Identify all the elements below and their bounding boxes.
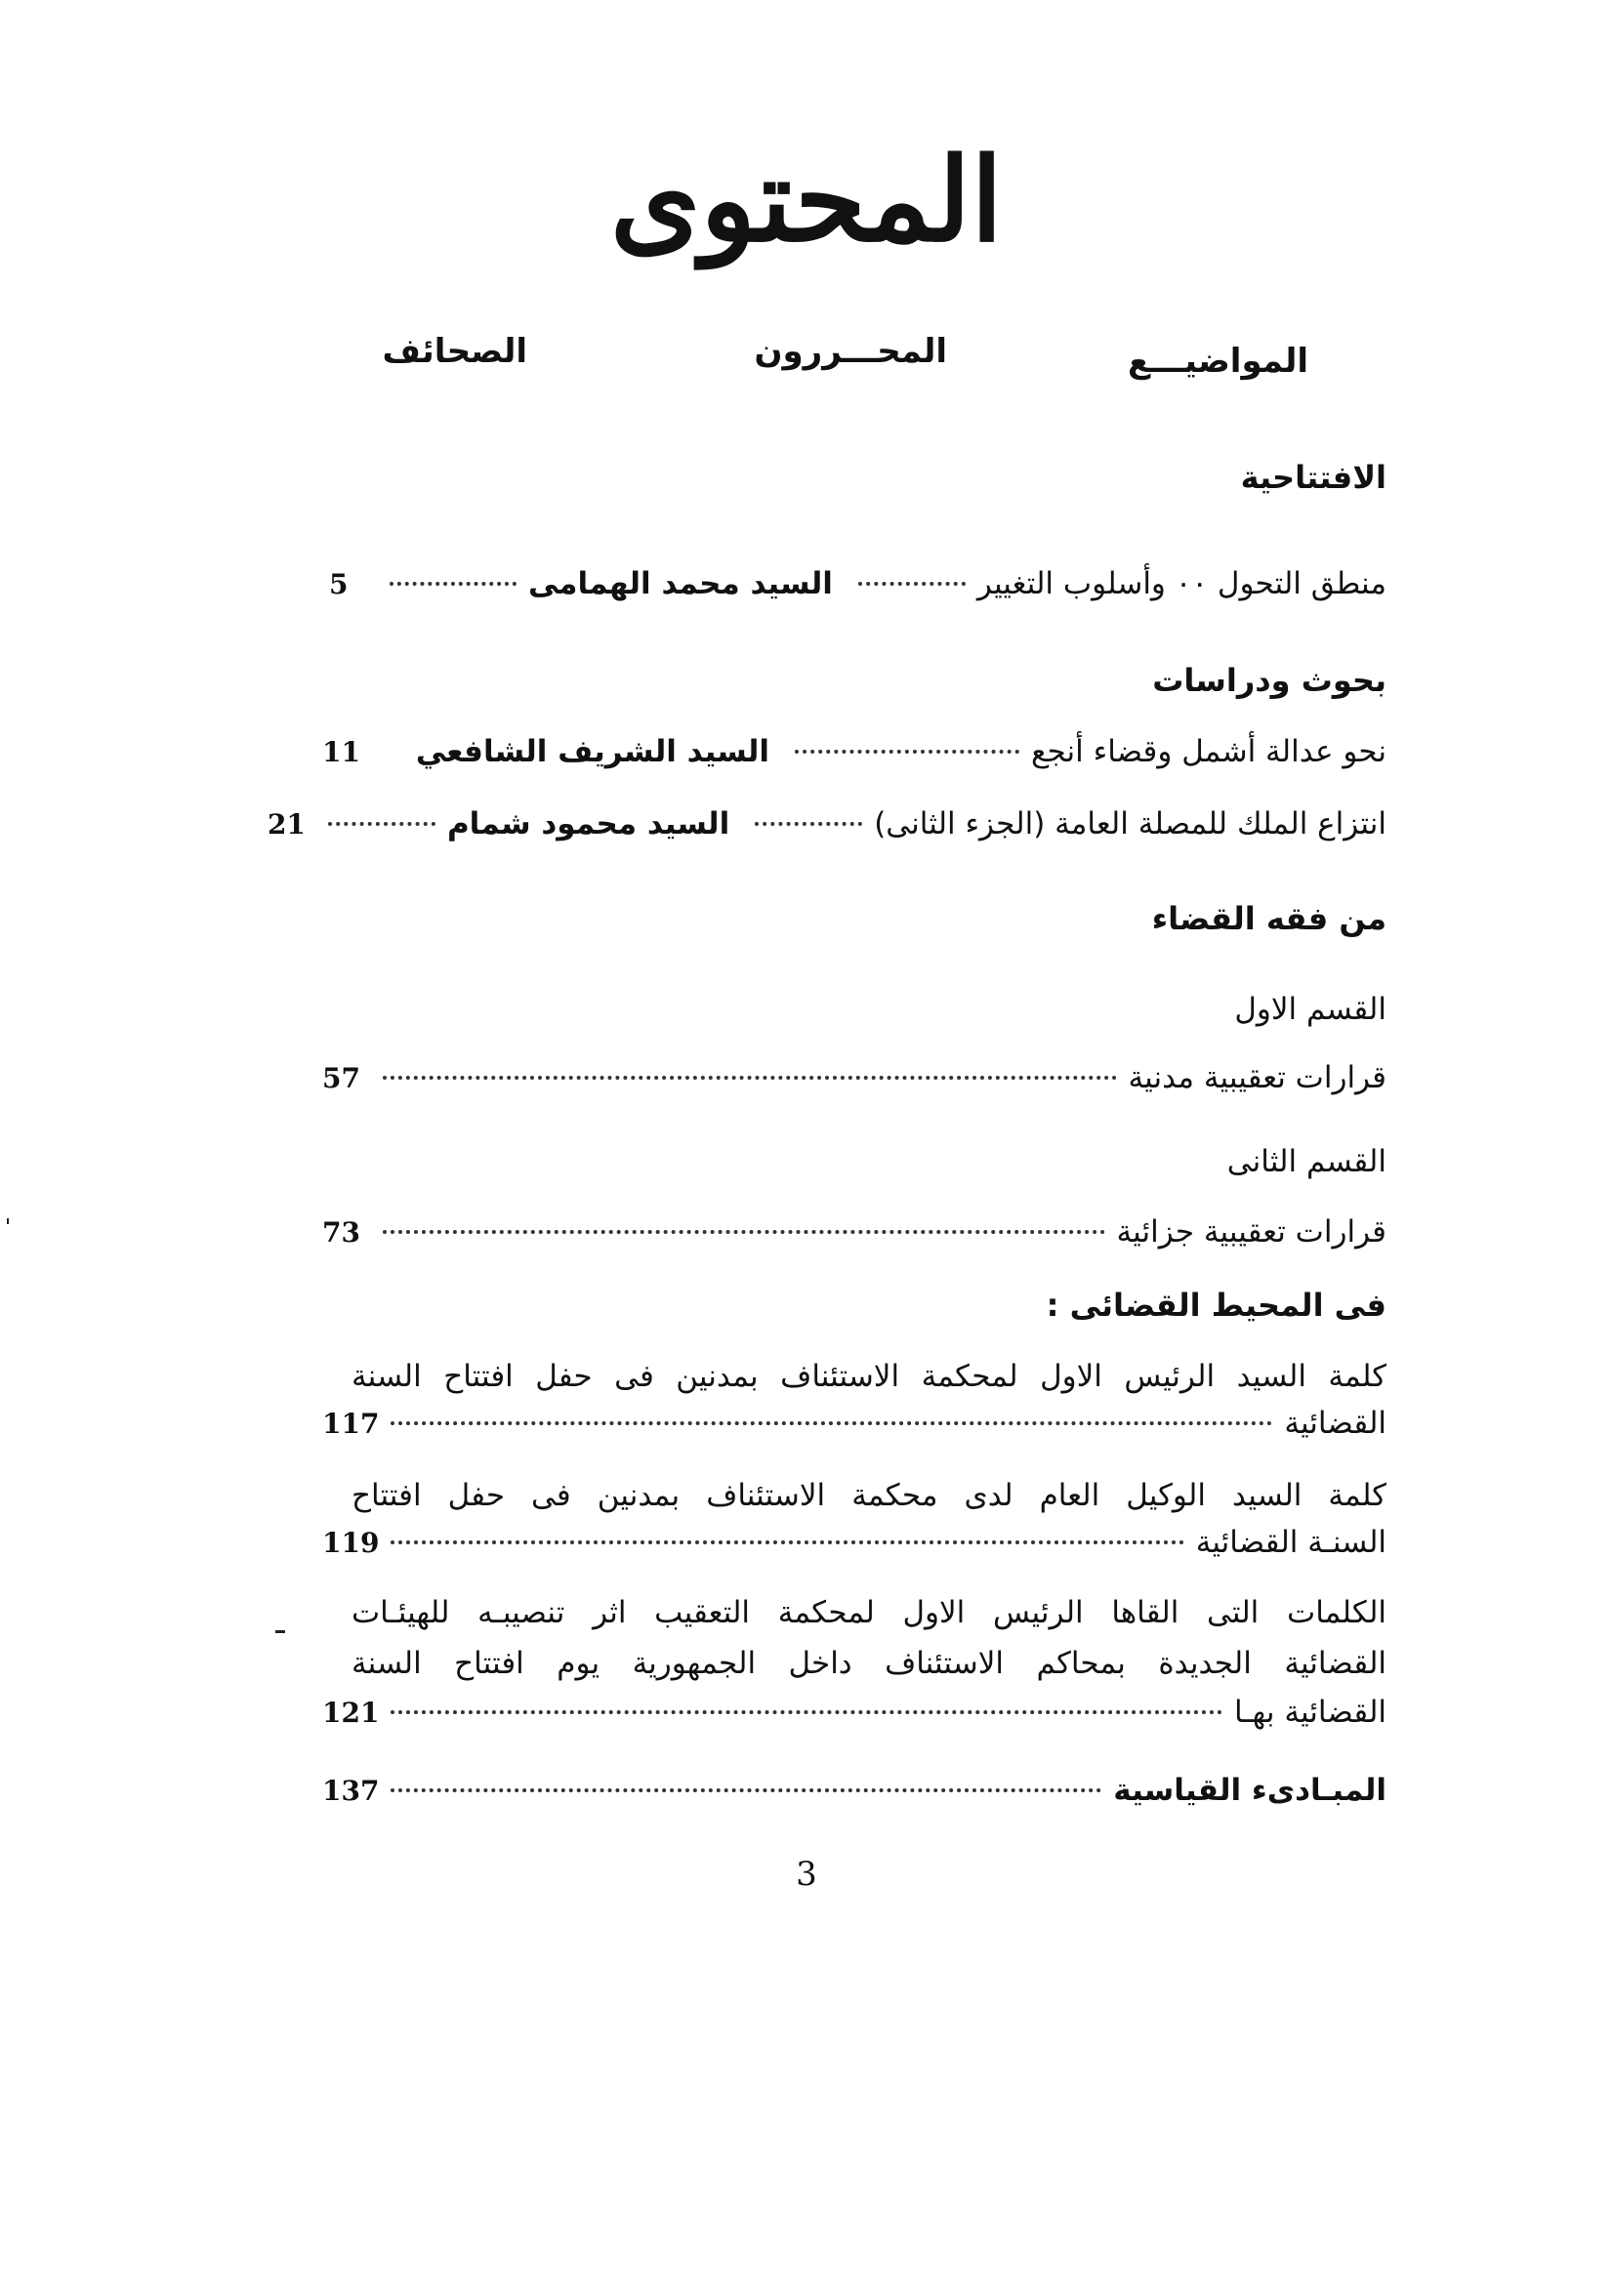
sub-heading-part-two: القسم الثانى bbox=[1226, 1144, 1386, 1179]
dot-leader bbox=[755, 822, 862, 826]
entry-title: قرارات تعقيبية جزائية bbox=[1116, 1214, 1386, 1250]
toc-entry[interactable] bbox=[322, 1470, 1386, 1521]
page-number: 3 bbox=[796, 1855, 817, 1894]
entry-page: 117 bbox=[322, 1408, 380, 1440]
entry-title: القضائية bbox=[1284, 1406, 1386, 1441]
toc-entry-continuation[interactable] bbox=[322, 1525, 1386, 1560]
column-header-editors: المحـــررون bbox=[754, 332, 947, 371]
dot-leader bbox=[391, 1540, 1183, 1544]
dot-leader bbox=[391, 1421, 1272, 1425]
column-header-topics: المواضيـــع bbox=[1127, 342, 1308, 381]
scan-speck bbox=[7, 1218, 9, 1224]
entry-title-line: القضائية الجديدة بمحاكم الاستئناف داخل الجمهورية يوم افتتاح السنة bbox=[352, 1646, 1386, 1681]
entry-title: نحو عدالة أشمل وقضاء أنجع bbox=[1031, 734, 1386, 769]
toc-entry-continuation[interactable] bbox=[322, 1406, 1386, 1441]
dot-leader bbox=[795, 750, 1019, 754]
entry-page: 57 bbox=[322, 1062, 360, 1094]
entry-title: انتزاع الملك للمصلة العامة (الجزء الثانى) bbox=[874, 806, 1386, 841]
toc-entry[interactable] bbox=[322, 734, 1386, 769]
entry-title: قرارات تعقيبية مدنية bbox=[1128, 1060, 1386, 1095]
dot-leader bbox=[328, 822, 435, 826]
section-heading-jurisprudence: من فقه القضاء bbox=[1151, 900, 1386, 937]
dot-leader bbox=[391, 1788, 1101, 1792]
toc-entry[interactable] bbox=[322, 1214, 1386, 1250]
entry-page: 73 bbox=[322, 1216, 360, 1249]
entry-title: السنـة القضائية bbox=[1195, 1525, 1386, 1560]
entry-title-line: كلمة السيد الرئيس الاول لمحكمة الاستئناف بمدنين فى حفل افتتاح السنة bbox=[352, 1359, 1386, 1394]
dot-leader bbox=[383, 1076, 1117, 1080]
entry-title: منطق التحول ٠٠ وأسلوب التغيير bbox=[976, 566, 1386, 601]
dot-leader bbox=[390, 582, 517, 586]
entry-page: 121 bbox=[322, 1697, 380, 1729]
column-header-pages: الصحائف bbox=[382, 332, 527, 371]
toc-entry[interactable] bbox=[322, 1587, 1386, 1689]
sub-heading-part-one: القسم الاول bbox=[1234, 992, 1386, 1027]
page-title: المحتوى bbox=[609, 132, 1004, 267]
toc-entry[interactable] bbox=[322, 1773, 1386, 1808]
entry-page: 137 bbox=[322, 1775, 380, 1807]
entry-page: 11 bbox=[322, 736, 360, 768]
toc-entry[interactable] bbox=[267, 806, 1386, 841]
toc-entry[interactable] bbox=[322, 566, 1386, 601]
entry-author: السيد محمود شمام bbox=[446, 806, 730, 841]
dot-leader bbox=[383, 1230, 1105, 1234]
toc-entry-continuation[interactable] bbox=[322, 1695, 1386, 1730]
entry-title-line: كلمة السيد الوكيل العام لدى محكمة الاستئناف بمدنين فى حفل افتتاح bbox=[352, 1478, 1386, 1513]
section-heading-opening: الافتتاحية bbox=[1240, 459, 1386, 496]
entry-title: المبـادىء القياسية bbox=[1113, 1773, 1386, 1808]
scan-speck bbox=[275, 1630, 285, 1633]
column-headers bbox=[293, 332, 1308, 390]
entry-author: السيد الشريف الشافعي bbox=[415, 734, 770, 769]
entry-author: السيد محمد الهمامى bbox=[527, 566, 833, 601]
entry-page: 5 bbox=[328, 568, 349, 600]
entry-title-line: الكلمات التى القاها الرئيس الاول لمحكمة التعقيب اثر تنصيبـه للهيئـات bbox=[352, 1595, 1386, 1630]
entry-title: القضائية بهـا bbox=[1234, 1695, 1386, 1730]
entry-page: 119 bbox=[322, 1527, 380, 1559]
dot-leader bbox=[858, 582, 966, 586]
dot-leader bbox=[391, 1710, 1222, 1714]
entry-page: 21 bbox=[267, 808, 306, 840]
toc-entry[interactable] bbox=[322, 1060, 1386, 1095]
section-heading-studies: بحوث ودراسات bbox=[1152, 662, 1386, 699]
section-heading-judicial: فى المحيط القضائى : bbox=[1046, 1287, 1386, 1324]
toc-entry[interactable] bbox=[322, 1351, 1386, 1402]
